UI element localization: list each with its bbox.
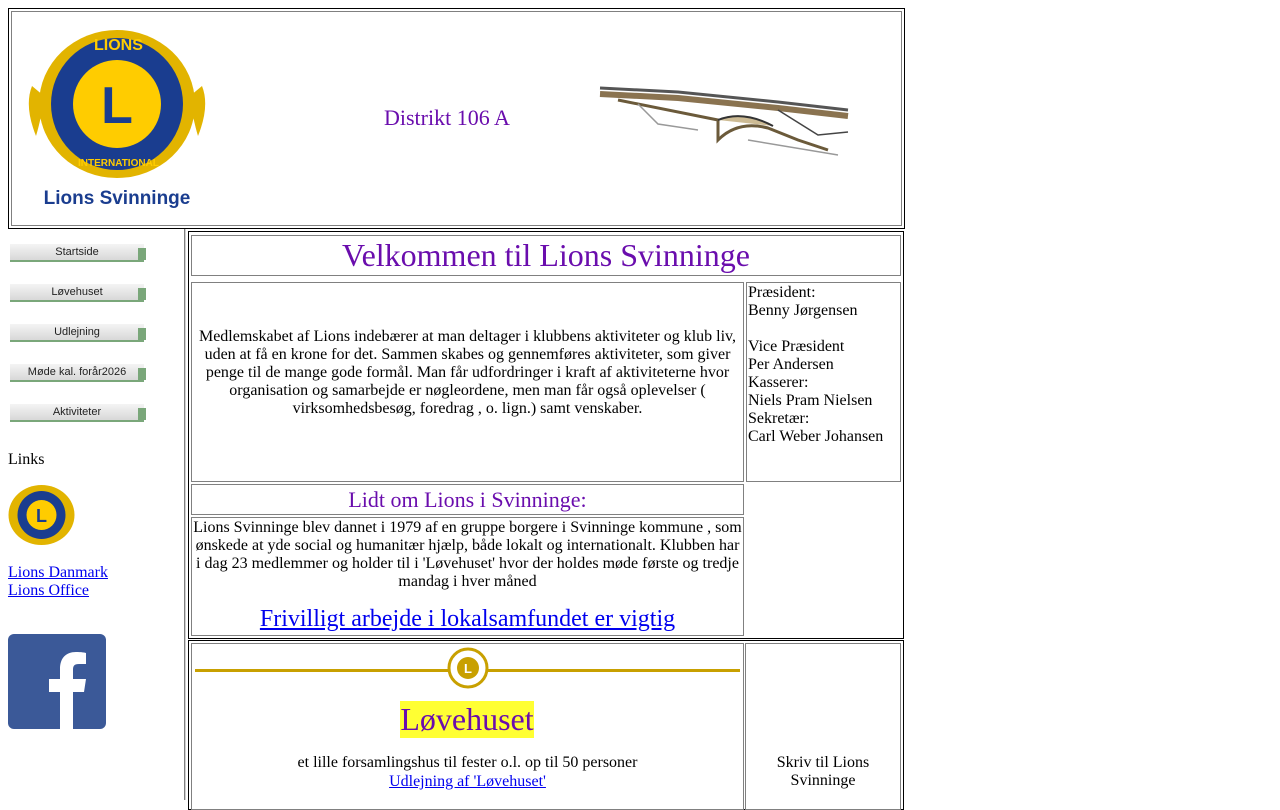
intro-cell <box>191 282 744 482</box>
nav-marker-icon <box>138 408 146 420</box>
welcome-title-cell <box>191 235 901 276</box>
about-title: Lidt om Lions i Svinninge: <box>348 487 587 512</box>
links-heading: Links <box>8 451 45 468</box>
lovehuset-desc: et lille forsamlingshus til fester o.l. op til 50 personer <box>297 754 638 771</box>
nav-udlejning-label: Udlejning <box>10 324 144 342</box>
svg-text:L: L <box>101 77 133 135</box>
bridge-illustration <box>598 80 850 160</box>
svg-text:LIONS: LIONS <box>94 37 143 54</box>
welcome-title: Velkommen til Lions Svinninge <box>342 237 750 273</box>
link-lions-danmark[interactable]: Lions Danmark <box>8 564 108 581</box>
nav-marker-icon <box>138 288 146 300</box>
about-title-cell <box>191 484 744 515</box>
nav-lovehuset-label: Løvehuset <box>10 284 144 302</box>
nav-aktiviteter-label: Aktiviteter <box>10 404 144 422</box>
board-line: Carl Weber Johansen <box>748 428 884 445</box>
lions-emblem-icon <box>447 647 489 689</box>
board-line: Per Andersen <box>748 356 834 373</box>
intro-text: Medlemskabet af Lions indebærer at man deltager i klubbens aktiviteter og klub liv, uden at få en krone for det. Sammen skabes og gennemføres aktiviteter, som giver penge til de mange gode formål. Man får udfordringer i kraft af aktiviteterne hvor organisation og samarbejde er nøgleordene, men man får også oplevelser ( virksomhedsbesøg, foredrag , o. lign.) samt venskaber. <box>198 328 737 417</box>
lovehuset-rental-link[interactable]: Udlejning af 'Løvehuset' <box>389 773 546 790</box>
nav-lovehuset-button[interactable] <box>10 284 146 306</box>
svg-text:INTERNATIONAL: INTERNATIONAL <box>78 158 159 169</box>
board-line: Benny Jørgensen <box>748 302 858 319</box>
nav-mode-kal-button[interactable] <box>10 364 146 386</box>
nav-aktiviteter-button[interactable] <box>10 404 146 426</box>
nav-marker-icon <box>138 328 146 340</box>
lions-logo <box>22 26 212 211</box>
nav-marker-icon <box>138 248 146 260</box>
svg-text:L: L <box>464 661 472 676</box>
nav-startside-label: Startside <box>10 244 144 262</box>
link-lions-office[interactable]: Lions Office <box>8 582 90 599</box>
contact-line[interactable]: Skriv til Lions <box>776 754 870 771</box>
board-line: Sekretær: <box>748 410 810 427</box>
board-line: Niels Pram Nielsen <box>748 392 873 409</box>
about-text: Lions Svinninge blev dannet i 1979 af en gruppe borgere i Svinninge kommune , som ønskede at yde social og humanitær hjælp, både lokalt og internationalt. Klubben har i dag 23 medlemmer og holder til i 'Løvehuset' hvor der holdes møde første og tredje mandag i hver måned <box>193 519 742 590</box>
board-line: Præsident: <box>748 284 816 301</box>
svg-text:L: L <box>36 506 47 526</box>
contact-line[interactable]: Svinninge <box>790 772 856 789</box>
board-line: Vice Præsident <box>748 338 845 355</box>
nav-udlejning-button[interactable] <box>10 324 146 346</box>
lovehuset-cell <box>191 643 744 810</box>
volunteer-link[interactable]: Frivilligt arbejde i lokalsamfundet er vigtig <box>259 606 676 632</box>
lions-international-logo[interactable] <box>8 484 75 546</box>
board-line: Kasserer: <box>748 374 809 391</box>
district-label: Distrikt 106 A <box>384 105 510 130</box>
nav-mode-kal-label: Møde kal. forår2026 <box>10 364 144 382</box>
left-column-border <box>184 229 186 800</box>
facebook-icon[interactable] <box>8 634 106 729</box>
nav-marker-icon <box>138 368 146 380</box>
lovehuset-title: Løvehuset <box>400 701 534 737</box>
nav-startside-button[interactable] <box>10 244 146 266</box>
logo-caption: Lions Svinninge <box>43 188 191 209</box>
board-cell <box>746 282 901 482</box>
about-cell <box>191 517 744 636</box>
contact-cell[interactable] <box>745 643 901 810</box>
